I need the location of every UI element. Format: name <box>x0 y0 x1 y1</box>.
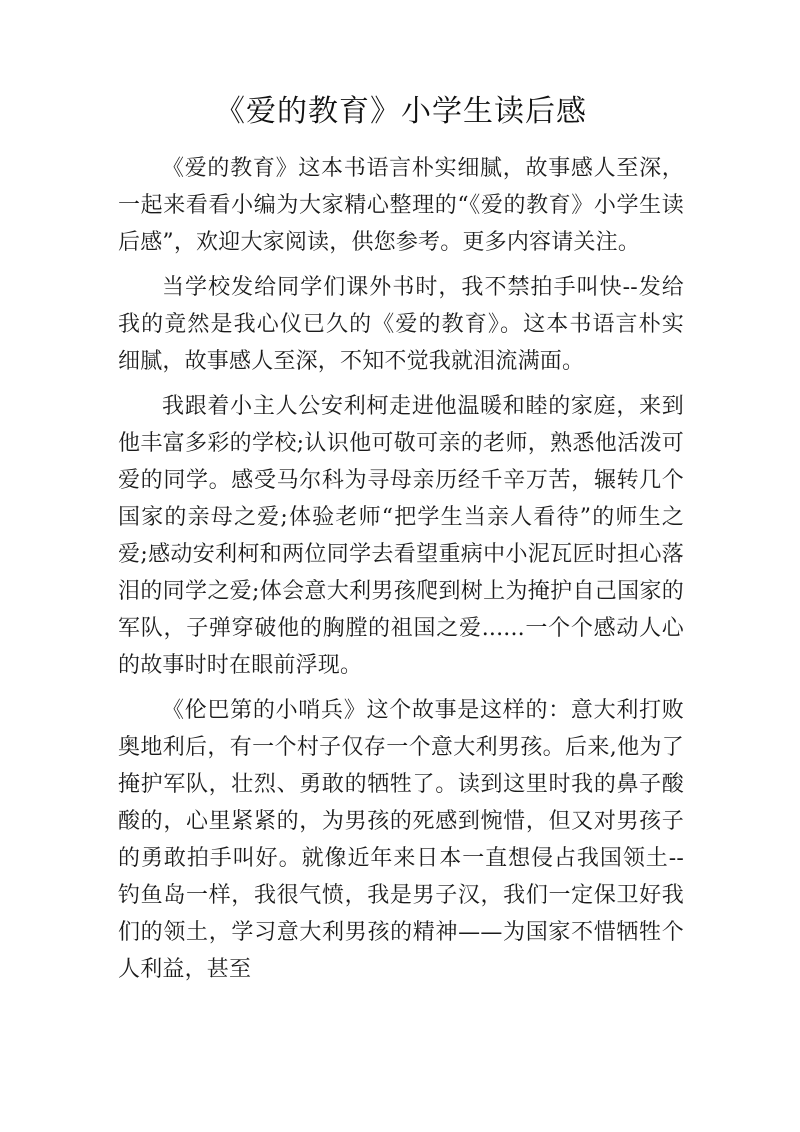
paragraph-little-sentinel: 《伦巴第的小哨兵》这个故事是这样的：意大利打败奥地利后，有一个村子仅存一个意大利男孩。后来,他为了掩护军队，壮烈、勇敢的牺牲了。读到这里时我的鼻子酸酸的，心里紧紧的，为男孩的死感到惋惜，但又对男孩子的勇敢拍手叫好。就像近年来日本一直想侵占我国领土--钓鱼岛一样，我很气愤，我是男子汉，我们一定保卫好我们的领土，学习意大利男孩的精神——为国家不惜牺牲个人利益，甚至 <box>118 698 684 982</box>
paragraph-stories-of-love: 我跟着小主人公安利柯走进他温暖和睦的家庭，来到他丰富多彩的学校;认识他可敬可亲的老师，熟悉他活泼可爱的同学。感受马尔科为寻母亲历经千辛万苦，辗转几个国家的亲母之爱;体验老师“把学生当亲人看待”的师生之爱;感动安利柯和两位同学去看望重病中小泥瓦匠时担心落泪的同学之爱;体会意大利男孩爬到树上为掩护自己国家的军队，子弹穿破他的胸膛的祖国之爱......一个个感动人心的故事时时在眼前浮现。 <box>118 394 684 678</box>
document-page <box>118 92 684 996</box>
paragraph-receiving-book: 当学校发给同学们课外书时，我不禁拍手叫快--发给我的竟然是我心仪已久的《爱的教育》。这本书语言朴实细腻，故事感人至深，不知不觉我就泪流满面。 <box>118 275 684 374</box>
paragraph-intro: 《爱的教育》这本书语言朴实细腻，故事感人至深，一起来看看小编为大家精心整理的“《爱的教育》小学生读后感”，欢迎大家阅读，供您参考。更多内容请关注。 <box>118 156 684 255</box>
document-title: 《爱的教育》小学生读后感 <box>215 94 587 129</box>
